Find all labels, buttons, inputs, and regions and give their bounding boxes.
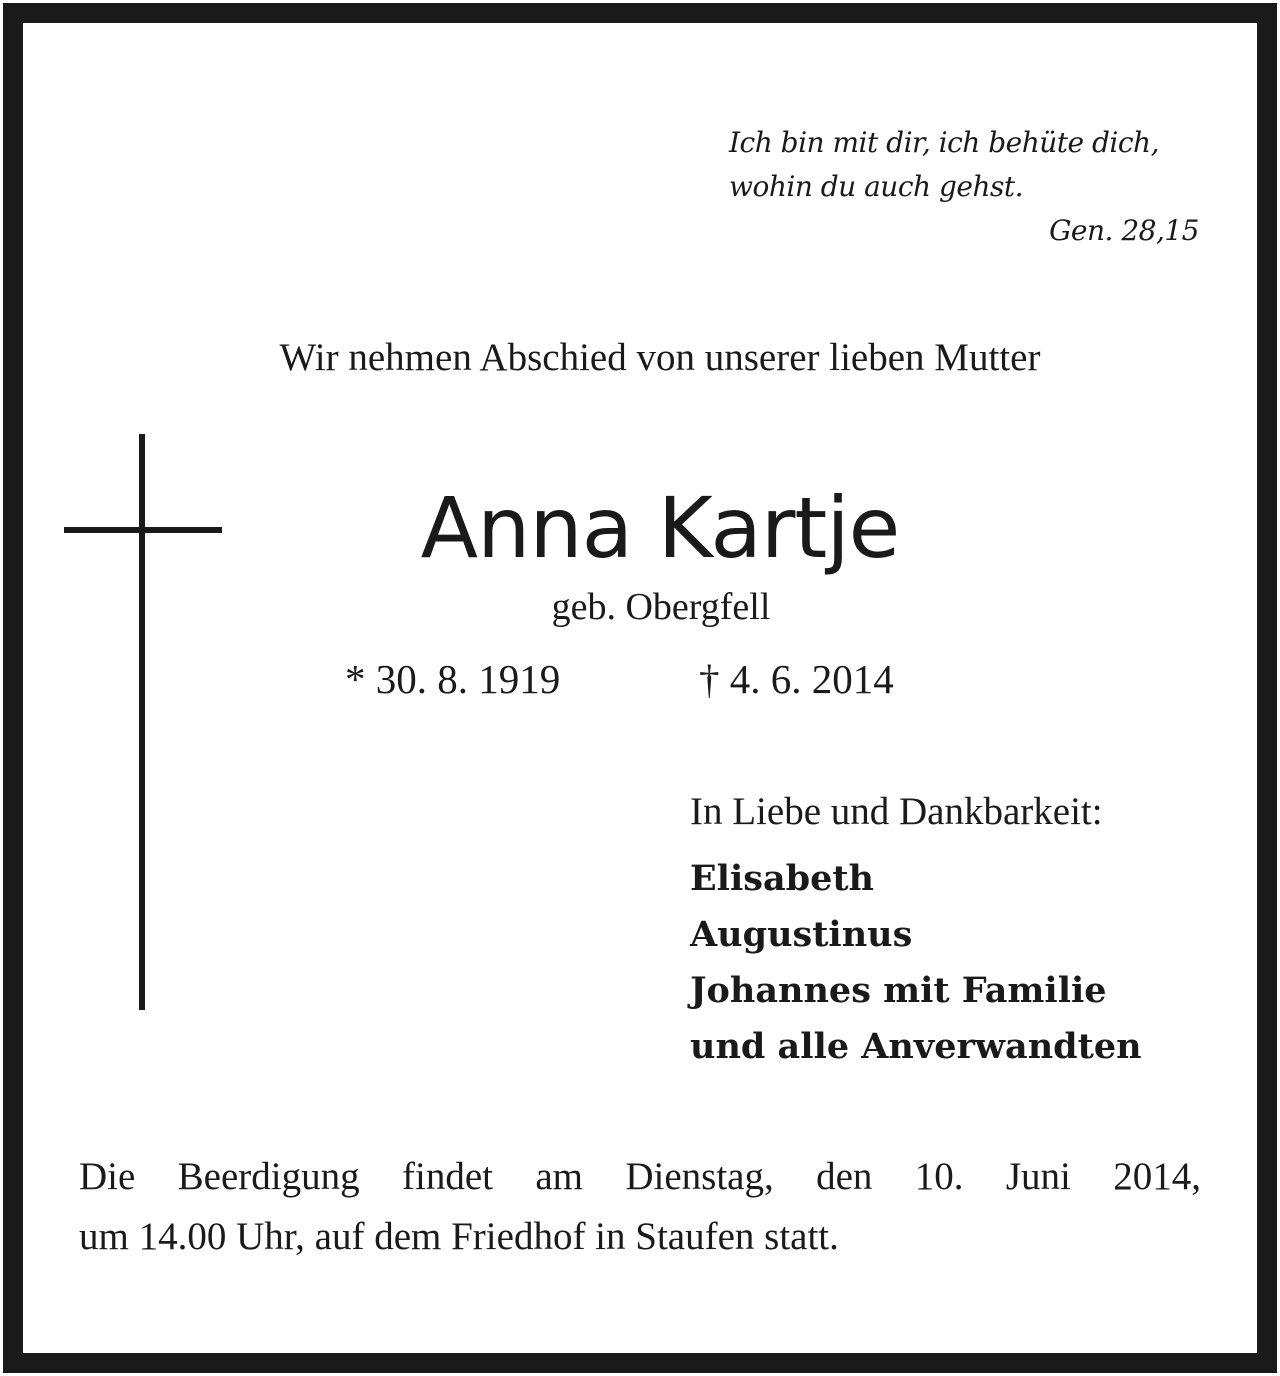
mourner-name: Elisabeth (690, 858, 875, 899)
mourners-list (690, 851, 1142, 1075)
funeral-line-2: um 14.00 Uhr, auf dem Friedhof in Staufen statt. (79, 1215, 839, 1258)
verse-line-1: Ich bin mit dir, ich behüte dich, (729, 126, 1159, 159)
funeral-line-1: Die Beerdigung findet am Dienstag, den 10. Juni 2014, (79, 1155, 1201, 1198)
obituary-frame (3, 3, 1277, 1373)
birth-date: * 30. 8. 1919 (345, 656, 561, 702)
verse-line-2: wohin du auch gehst. (729, 170, 1023, 203)
death-date: † 4. 6. 2014 (699, 656, 894, 702)
deceased-name: Anna Kartje (420, 479, 900, 577)
verse-reference: Gen. 28,15 (1049, 214, 1199, 247)
mourners-heading: In Liebe und Dankbarkeit: (690, 790, 1103, 833)
mourner-name: Augustinus (690, 914, 913, 955)
intro-text: Wir nehmen Abschied von unserer lieben Mutter (279, 336, 1041, 379)
bible-verse (679, 121, 1199, 253)
funeral-notice (79, 1147, 1201, 1267)
mourner-name: Johannes mit Familie (690, 970, 1107, 1011)
maiden-name: geb. Obergfell (551, 586, 771, 628)
mourner-name: und alle Anverwandten (690, 1026, 1142, 1067)
